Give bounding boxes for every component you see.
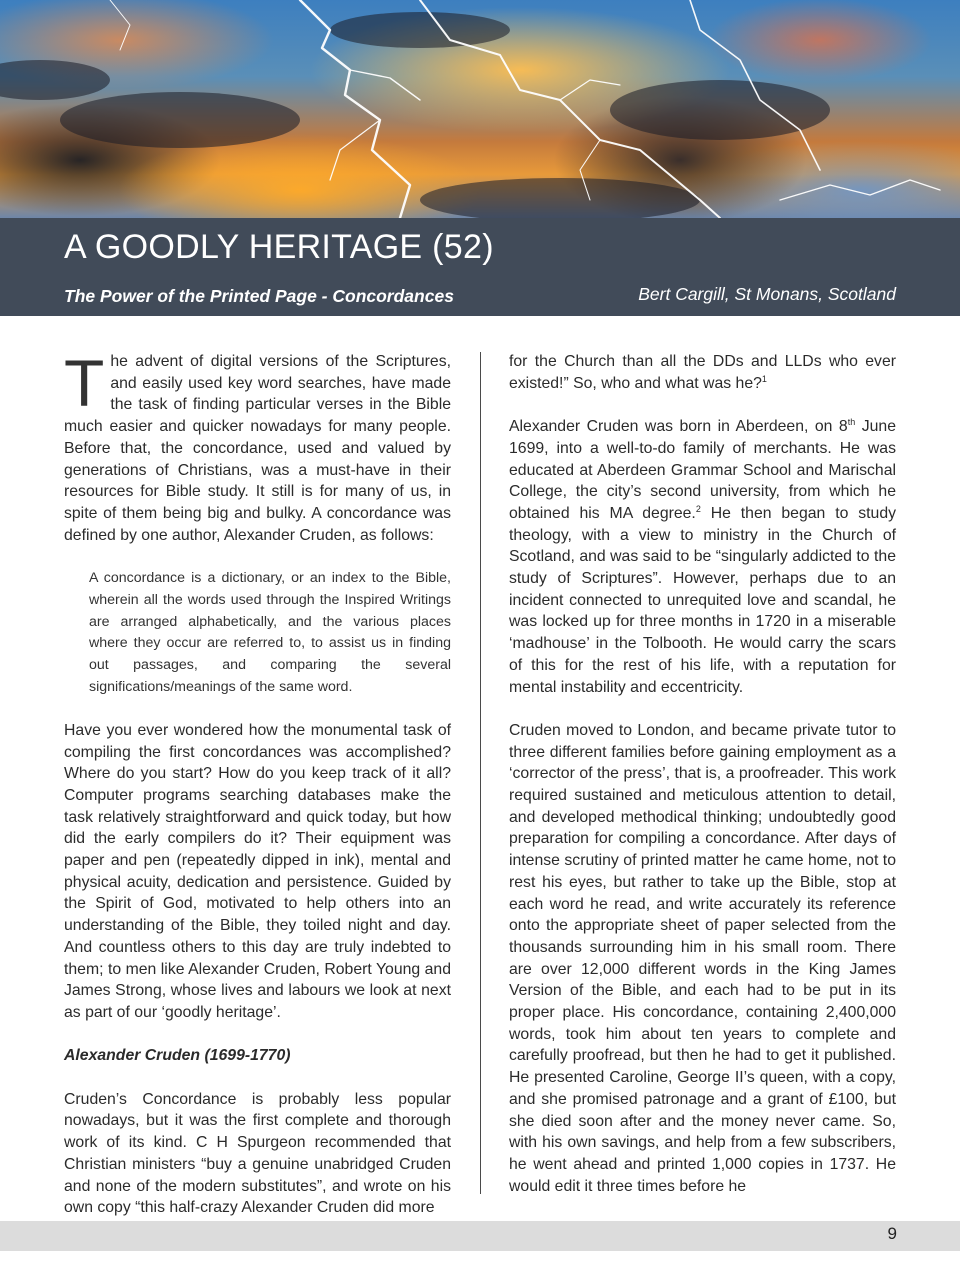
body-paragraph: Alexander Cruden was born in Aberdeen, on 8th June 1699, into a well-to-do family of merchants. He was educated at Aberdeen Grammar School and Marischal College, the city’s second university, from which he obtained his MA degree.$^2$ He then began to study theology, with a view to ministry in the Church of Scotland, and was said to be “singularly addicted to the study of Scriptures”. However, perhaps due to an incident connected to unrequited love and scandal, he was locked up for three months in 1720 in a miserable ‘madhouse’ in the Tolbooth. He would carry the scars of this for the rest of his life, with a reputation for mental instability and eccentricity. — [509, 417, 896, 696]
body-paragraph: for the Church than all the DDs and LLDs who ever existed!” So, who and what was he?$^1$ — [509, 353, 896, 392]
author-byline: Bert Cargill, St Monans, Scotland — [638, 284, 896, 304]
right-column — [509, 351, 896, 1219]
lightning-illustration — [0, 0, 960, 218]
section-subheading: Alexander Cruden (1699-1770) — [64, 1047, 291, 1065]
page-title: A GOODLY HERITAGE (52) — [64, 228, 494, 266]
header-image-storm-sky — [0, 0, 960, 218]
block-quote: A concordance is a dictionary, or an index to the Bible, wherein all the words used through the Inspired Writings are arranged alphabetically, and the various places where they occur are referred to, to assist us in finding out passages, and comparing the several significations/meanings of the same word. — [89, 570, 451, 695]
body-paragraph: Cruden moved to London, and became private tutor to three different families before gaining employment as a ‘corrector of the press’, that is, a proofreader. This work required sustained and meticulous attention to detail, and developed methodical thinking; undoubtedly good preparation for compiling a concordance. After days of intense scrutiny of printed matter he came home, not to rest his eyes, but rather to take up the Bible, stop at each word he read, and write accurately its reference onto the appropriate sheet of paper selected from the thousands surrounding him in his small room. There are over 12,000 different words in the King James Version of the Bible, and each had to be put in its proper place. His concordance, containing 2,400,000 words, took him about ten years to complete and carefully proofread, but then he had to get it published. He presented Caroline, George II’s queen, with a copy, and she promised patronage and a grant of £100, but she died soon after and the money never came. So, with his own savings, and help from a few subscribers, he went ahead and printed 1,000 copies in 1737. He would edit it three times before he — [509, 721, 896, 1195]
intro-text: he advent of digital versions of the Scriptures, and easily used key word searches, have made the task of finding particular verses in the Bible much easier and quicker nowadays for many people. Before that, the concordance, used and valued by generations of Christians, was a must-have in their resources for Bible study. It still is for many of us, in spite of them being big and bulky. A concordance was defined by one author, Alexander Cruden, as follows: — [64, 353, 451, 544]
ordinal-suffix: th — [847, 417, 856, 428]
article-subtitle: The Power of the Printed Page - Concordances — [64, 286, 454, 306]
intro-paragraph — [64, 346, 451, 546]
left-column — [64, 346, 451, 1241]
footnote-ref: 1 — [761, 373, 767, 384]
body-paragraph: Have you ever wondered how the monumental task of compiling the first concordances was accomplished? Where do you start? How do you keep track of it all? Computer programs searching databases make the task relatively straightforward and quick today, but how did the early compilers do it? Their equipment was paper and pen (repeatedly dipped in ink), mental and physical acuity, dedication and persistence. Guided by the Spirit of God, motivated to help others into an understanding of the Bible, they toiled night and day. And countless others to this day are truly indebted to them; to men like Alexander Cruden, Robert Young and James Strong, whose lives and labours we look at next as part of our ‘goodly heritage’. — [64, 721, 451, 1021]
drop-cap: T — [64, 346, 105, 420]
footnote-ref: 2 — [695, 503, 701, 514]
page-number: 9 — [887, 1224, 897, 1243]
body-paragraph: Cruden’s Concordance is probably less popular nowadays, but it was the first complete and thorough work of its kind. C H Spurgeon recommended that Christian ministers “buy a genuine unabridged Cruden and none of the modern substitutes”, and wrote on his own copy “this half-crazy Alexander Cruden did more — [64, 1090, 451, 1217]
column-divider — [480, 352, 481, 1194]
footer-bar — [0, 1221, 960, 1251]
